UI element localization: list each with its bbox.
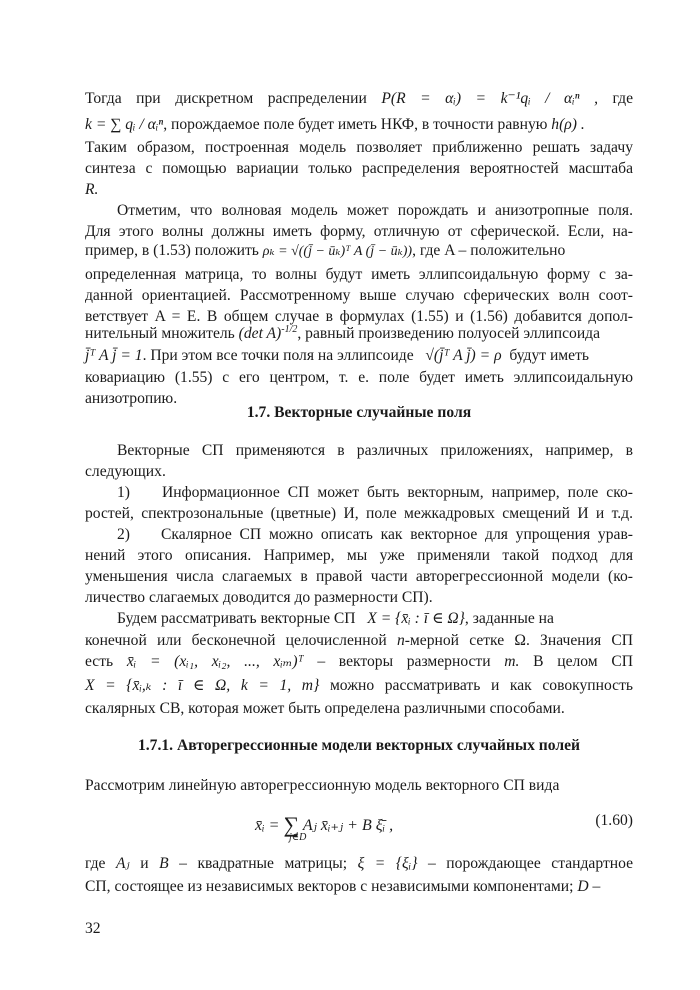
para3-line2: следующих. bbox=[85, 463, 166, 480]
formula-h: h(ρ) . bbox=[551, 116, 585, 133]
para1-line1: Тогда при дискретном распределении P(R = αᵢ) = k⁻¹qᵢ / αᵢⁿ , где bbox=[85, 90, 634, 107]
list-item-1-cont: ростей, спектрозональные (цветные) И, поле межкадровых смещений И и т.д. bbox=[85, 505, 633, 522]
formula-k: k = ∑ qᵢ / αᵢⁿ bbox=[85, 116, 164, 133]
sum-subscript: j∈D bbox=[289, 832, 307, 843]
para2-line2: Для этого волны должны иметь форму, отличную от сферической. Если, на- bbox=[85, 223, 633, 240]
para2-line7: нительный множитель (det A)$^{-1/2}$, равный произведению полуосей эллипсоида bbox=[85, 323, 601, 342]
para4-line1: Будем рассматривать векторные СП X = {x̄ᵢ : ī ∈ Ω}, заданные на bbox=[117, 610, 554, 627]
para4-line4: X = {x̄ᵢ,ₖ : ī ∈ Ω, k = 1, m} можно рассматривать и как совокупность bbox=[85, 677, 634, 694]
subsection-heading: 1.7.1. Авторегрессионные модели векторных случайных полей bbox=[137, 737, 580, 754]
para2-line8: j̄ᵀ A j̄ = 1. При этом все точки поля на эллипсоиде √(j̄ᵀ A j̄) = ρ будут иметь bbox=[85, 347, 590, 364]
para6-line2: СП, состоящее из независимых векторов с независимыми компонентами; D – bbox=[85, 878, 601, 895]
formula-sqrt: √(j̄ᵀ A j̄) = ρ bbox=[425, 347, 502, 364]
para2-line1: Отметим, что волновая модель может порождать и анизотропные поля. bbox=[117, 202, 633, 219]
list-item-2-cont2: уменьшения числа слагаемых в правой части авторегрессионной модели (ко- bbox=[85, 568, 633, 585]
formula-prob: P(R = αᵢ) = k⁻¹qᵢ / αᵢⁿ , bbox=[381, 90, 599, 107]
para2-line6: ветствует A = E. В общем случае в формулах (1.55) и (1.56) добавится допол- bbox=[85, 308, 633, 325]
para2-line10: анизотропию. bbox=[85, 390, 178, 407]
para2-line5: данной ориентацией. Рассмотренному выше случаю сферических волн соот- bbox=[85, 287, 633, 304]
list-item-1: 1) Информационное СП может быть векторным, например, поле ско- bbox=[117, 484, 633, 501]
equation-1-60: x̄ᵢ = ∑ Aⱼ x̄ᵢ₊ⱼ + B ξ̄ᵢ , bbox=[255, 812, 394, 837]
det-factor: (det A) bbox=[238, 325, 282, 342]
para2-line4: определенная матрица, то волны будут иметь эллипсоидальную форму с за- bbox=[85, 266, 633, 283]
list-item-2-cont3: личество слагаемых доводится до размерности СП). bbox=[85, 589, 433, 606]
para2-line3: пример, в (1.53) положить ρₖ = √((j̄ − ūₖ)ᵀ A (j̄ − ūₖ)), где A – положительно bbox=[85, 242, 566, 259]
formula-X-set: X = {x̄ᵢ : ī ∈ Ω} bbox=[367, 610, 465, 627]
list-item-2-cont1: нений этого описания. Например, мы уже применяли такой подход для bbox=[85, 547, 633, 564]
formula-xi: ξ = {ξᵢ} bbox=[357, 855, 418, 872]
list-item-2: 2) Скалярное СП можно описать как векторное для упрощения урав- bbox=[117, 526, 633, 543]
equation-number: (1.60) bbox=[595, 812, 633, 829]
para3-line1: Векторные СП применяются в различных приложениях, например, в bbox=[117, 442, 633, 459]
para6-line1: где Aⱼ и B – квадратные матрицы; ξ = {ξᵢ} – порождающее стандартное bbox=[85, 855, 634, 872]
para2-line9: ковариацию (1.55) с его центром, т. е. поле будет иметь эллипсоидальную bbox=[85, 369, 633, 386]
formula-rho-k: ρₖ = √((j̄ − ūₖ)ᵀ A (j̄ − ūₖ)) bbox=[262, 244, 413, 259]
para5-line1: Рассмотрим линейную авторегрессионную модель векторного СП вида bbox=[85, 777, 560, 794]
formula-ellipsoid: j̄ᵀ A j̄ = 1 bbox=[85, 347, 143, 364]
para4-line5: скалярных СВ, которая может быть определена различными способами. bbox=[85, 700, 565, 717]
section-heading: 1.7. Векторные случайные поля bbox=[246, 404, 472, 421]
para4-line3: есть x̄ᵢ = (xᵢ₁, xᵢ₂, ..., xᵢₘ)ᵀ – векторы размерности m. В целом СП bbox=[85, 653, 634, 670]
formula-X-components: X = {x̄ᵢ,ₖ : ī ∈ Ω, k = 1, m} bbox=[85, 677, 320, 694]
para1-line4: синтеза с помощью вариации только распределения вероятностей масштаба bbox=[85, 160, 633, 177]
page-number: 32 bbox=[85, 920, 101, 937]
para1-line2: k = ∑ qᵢ / αᵢⁿ, порождаемое поле будет иметь НКФ, в точности равную h(ρ) . bbox=[85, 116, 585, 133]
para4-line2: конечной или бесконечной целочисленной n-мерной сетке Ω. Значения СП bbox=[85, 632, 634, 649]
sum-symbol: ∑ bbox=[283, 812, 300, 837]
para1-line5: R. bbox=[85, 181, 99, 198]
formula-xi-vector: x̄ᵢ = (xᵢ₁, xᵢ₂, ..., xᵢₘ)ᵀ bbox=[126, 653, 304, 670]
para1-line3: Таким образом, построенная модель позволяет приближенно решать задачу bbox=[85, 139, 633, 156]
